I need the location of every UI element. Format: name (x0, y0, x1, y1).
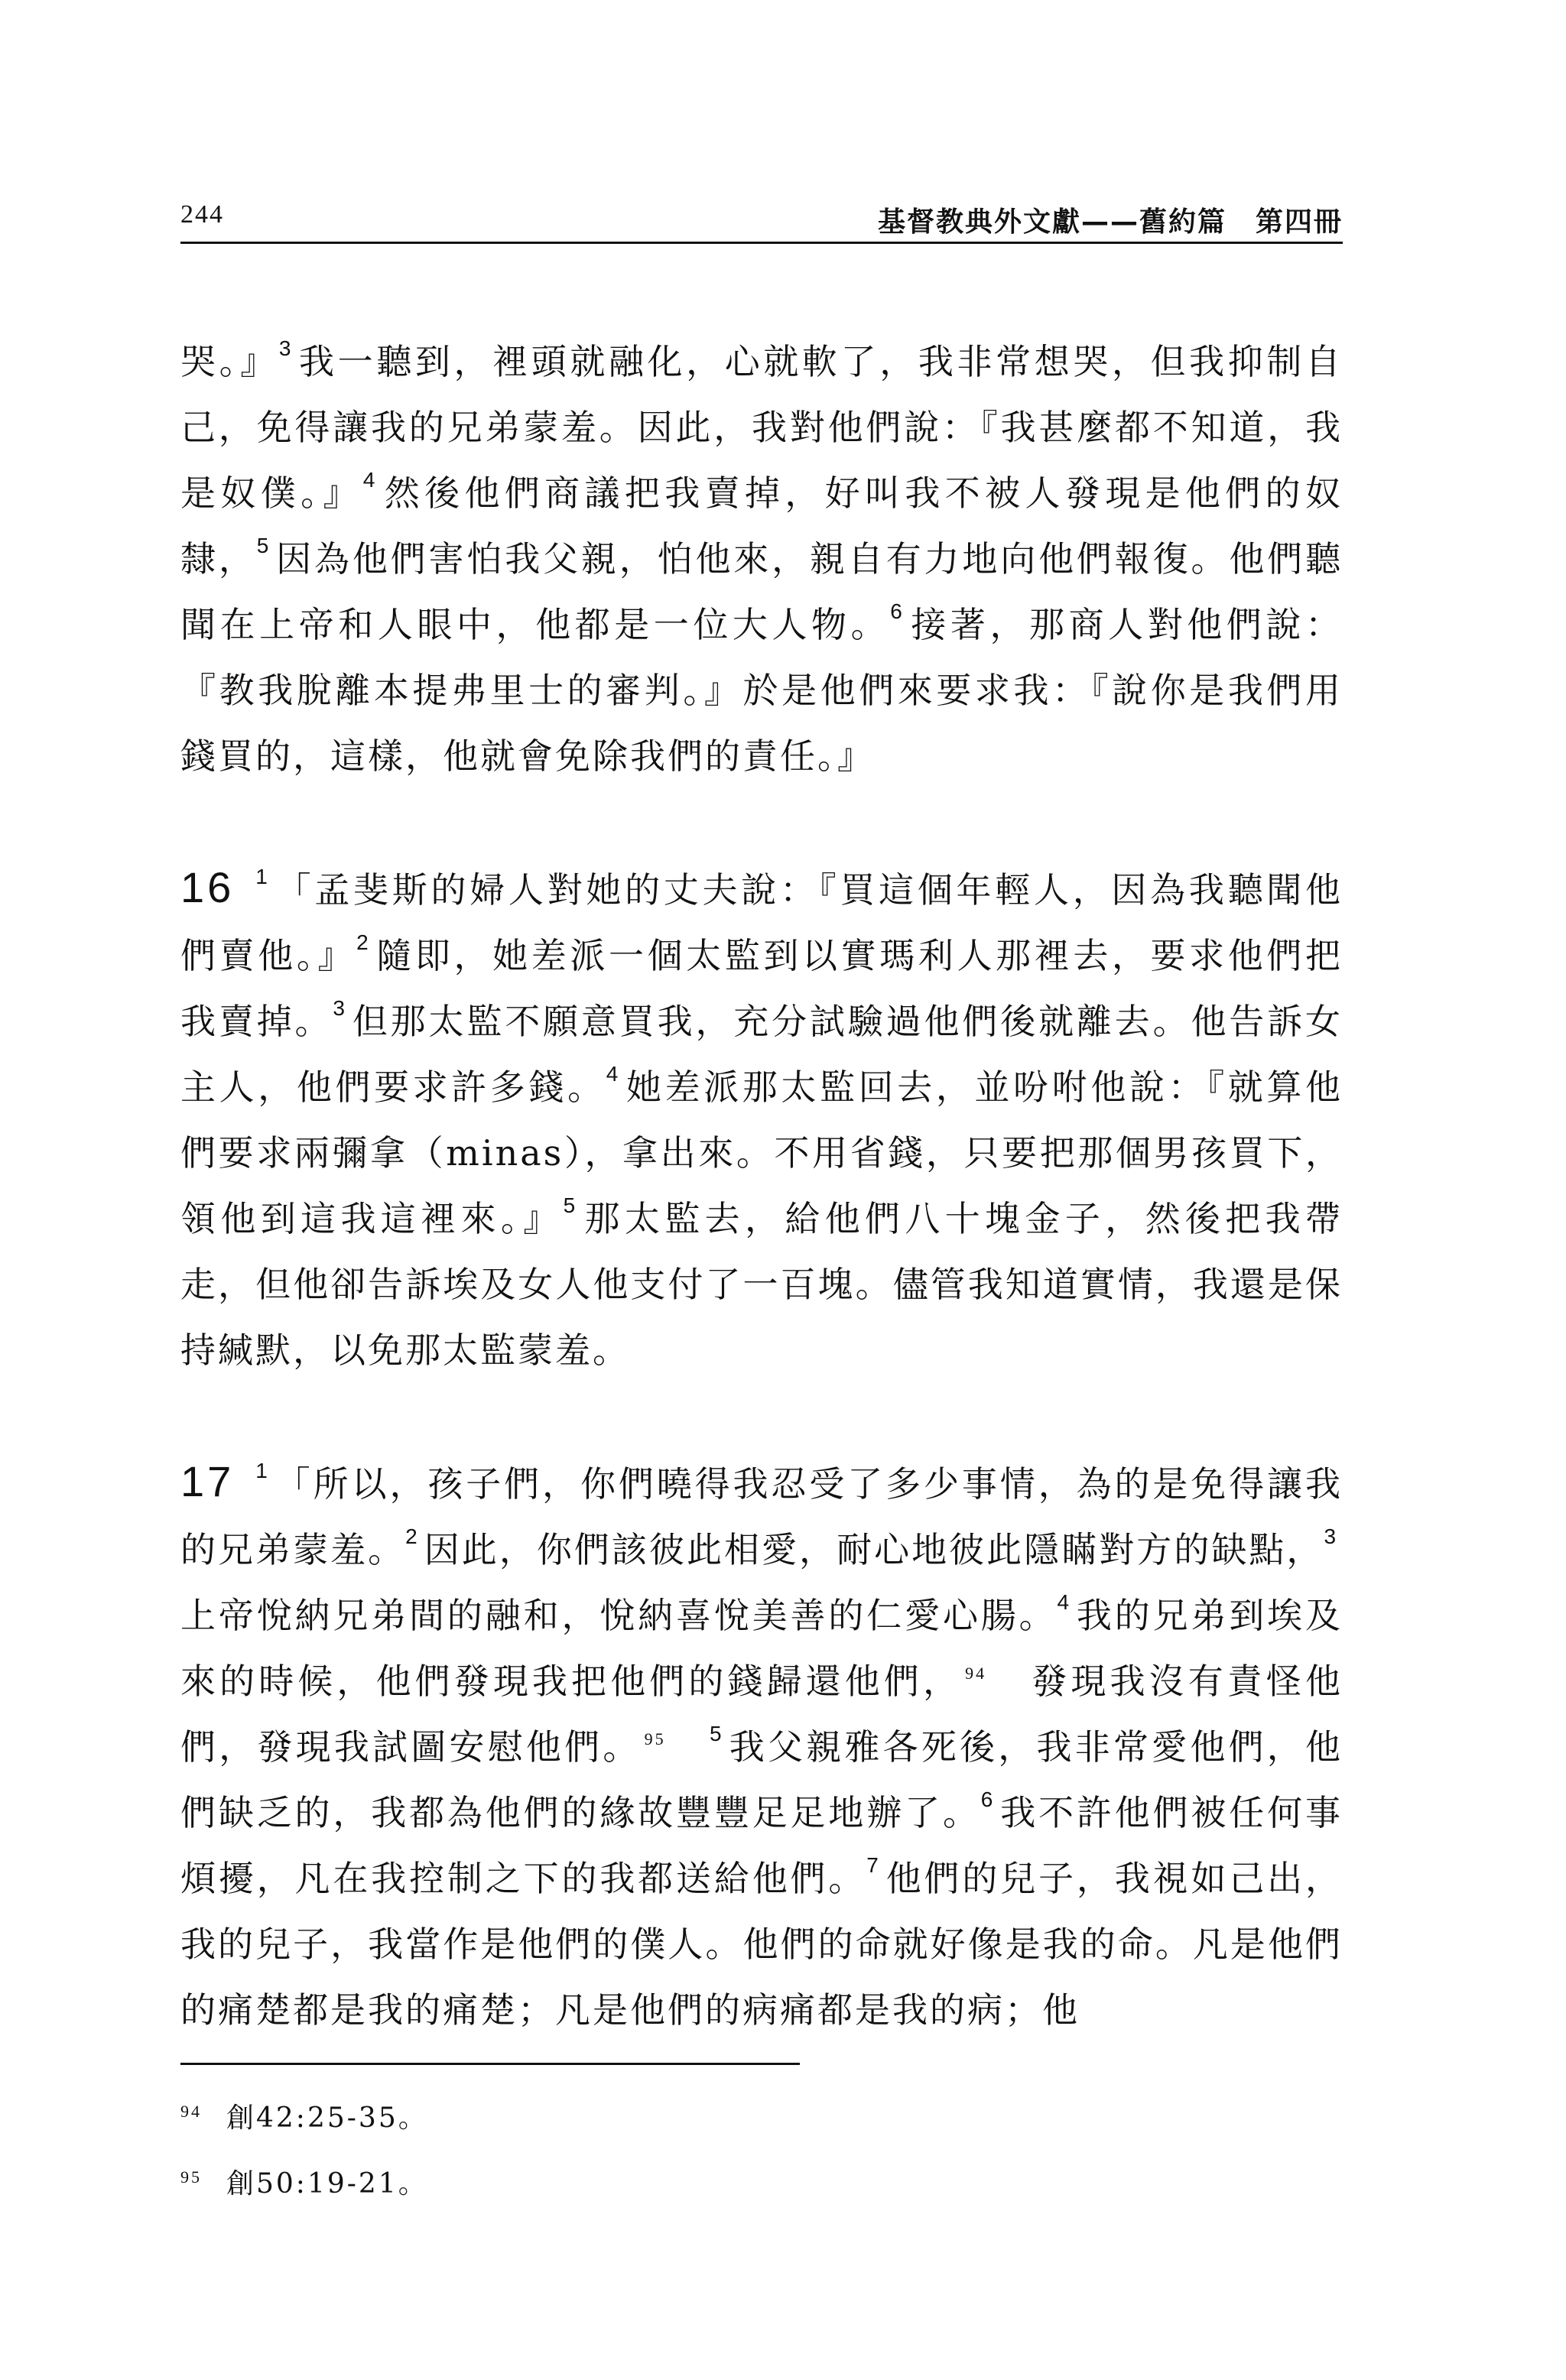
verse-number: 4 (362, 468, 378, 492)
verse-number: 1 (255, 865, 270, 889)
verse-number: 4 (1057, 1590, 1072, 1615)
text-run: 接著，那商人對他們說：『教我脫離本提弗里士的審判。』於是他們來要求我：『說你是我們用錢買的，這樣，他就會免除我們的責任。』 (180, 604, 1343, 777)
text-run: 隨即，她差派一個太監到以實瑪利人那裡去，要求他們把我賣掉。 (180, 935, 1343, 1042)
verse-number: 5 (710, 1722, 724, 1746)
verse-number: 3 (278, 336, 294, 361)
body-text (180, 329, 1343, 2043)
text-run: 上帝悅納兄弟間的融和，悅納喜悅美善的仁愛心腸。 (180, 1595, 1058, 1636)
text-run: 「孟斐斯的婦人對她的丈夫說：『買這個年輕人，因為我聽聞他們賣他。』 (180, 869, 1343, 976)
verse-number: 1 (255, 1459, 270, 1483)
footnotes (180, 2086, 1343, 2217)
text-run: 「所以，孩子們，你們曉得我忍受了多少事情，為的是免得讓我的兄弟蒙羞。 (180, 1463, 1343, 1570)
verse-number: 6 (980, 1787, 996, 1812)
text-run: 我的兄弟到埃及來的時候，他們發現我把他們的錢歸還他們， (180, 1595, 1343, 1702)
header-rule (180, 242, 1343, 244)
text-run: 但那太監不願意買我，充分試驗過他們後就離去。他告訴女主人，他們要求許多錢。 (180, 1001, 1343, 1108)
text-run: 我一聽到，裡頭就融化，心就軟了，我非常想哭，但我抑制自己，免得讓我的兄弟蒙羞。因此，我對他們說：『我甚麼都不知道，我是奴僕。』 (180, 341, 1343, 514)
verse-number: 4 (606, 1062, 621, 1086)
text-run: 發現我沒有責怪他們，發現我試圖安慰他們。 (180, 1661, 1343, 1768)
verse-number: 5 (256, 534, 271, 558)
verse-number: 2 (405, 1524, 420, 1549)
footnote-reference: 94 (965, 1664, 987, 1684)
footnote-text: 創50:19-21。 (226, 2168, 428, 2200)
footnote-text: 創42:25-35。 (226, 2102, 428, 2134)
text-run: 因此，你們該彼此相愛，耐心地彼此隱瞞對方的缺點， (424, 1529, 1324, 1570)
running-title: 基督教典外文獻——舊約篇 第四冊 (877, 206, 1343, 238)
footnote: 95 創50:19-21。 (180, 2167, 428, 2200)
text-run: 他們的兒子，我視如己出，我的兒子，我當作是他們的僕人。他們的命就好像是我的命。凡是他們的痛楚都是我的痛楚；凡是他們的病痛都是我的病；他 (180, 1858, 1343, 2031)
verse-number: 5 (563, 1193, 578, 1218)
text-run: 然後他們商議把我賣掉，好叫我不被人發現是他們的奴隸， (180, 472, 1343, 580)
footnote-reference: 95 (644, 1729, 666, 1749)
verse-number: 2 (356, 930, 371, 955)
paragraph (180, 1449, 1343, 2043)
text-run (671, 1726, 710, 1768)
footnote-rule (180, 2063, 800, 2065)
running-header (180, 200, 1343, 239)
chapter-number: 17 (180, 1457, 235, 1505)
text-run: 那太監去，給他們八十塊金子，然後把我帶走，但他卻告訴埃及女人他支付了一百塊。儘管我知道實情，我還是保持緘默，以免那太監蒙羞。 (180, 1198, 1343, 1371)
paragraph (180, 855, 1343, 1383)
text-run: 我父親雅各死後，我非常愛他們，他們缺乏的，我都為他們的緣故豐豐足足地辦了。 (180, 1726, 1343, 1833)
footnote: 94 創42:25-35。 (180, 2101, 428, 2134)
chapter-number: 16 (180, 863, 235, 911)
paragraph (180, 329, 1343, 789)
text-run: 她差派那太監回去，並吩咐他說：『就算他們要求兩彌拿（minas），拿出來。不用省錢，只要把那個男孩買下，領他到這我這裡來。』 (180, 1067, 1343, 1239)
verse-number: 3 (1324, 1524, 1339, 1549)
verse-number: 6 (890, 599, 905, 624)
text-run: 因為他們害怕我父親，怕他來，親自有力地向他們報復。他們聽聞在上帝和人眼中，他都是一位大人物。 (180, 538, 1343, 645)
text-run: 我不許他們被任何事煩擾，凡在我控制之下的我都送給他們。 (180, 1792, 1343, 1899)
page-number: 244 (180, 200, 224, 229)
text-run: 哭。』 (180, 341, 279, 382)
verse-number: 3 (333, 996, 347, 1021)
verse-number: 7 (866, 1853, 881, 1878)
